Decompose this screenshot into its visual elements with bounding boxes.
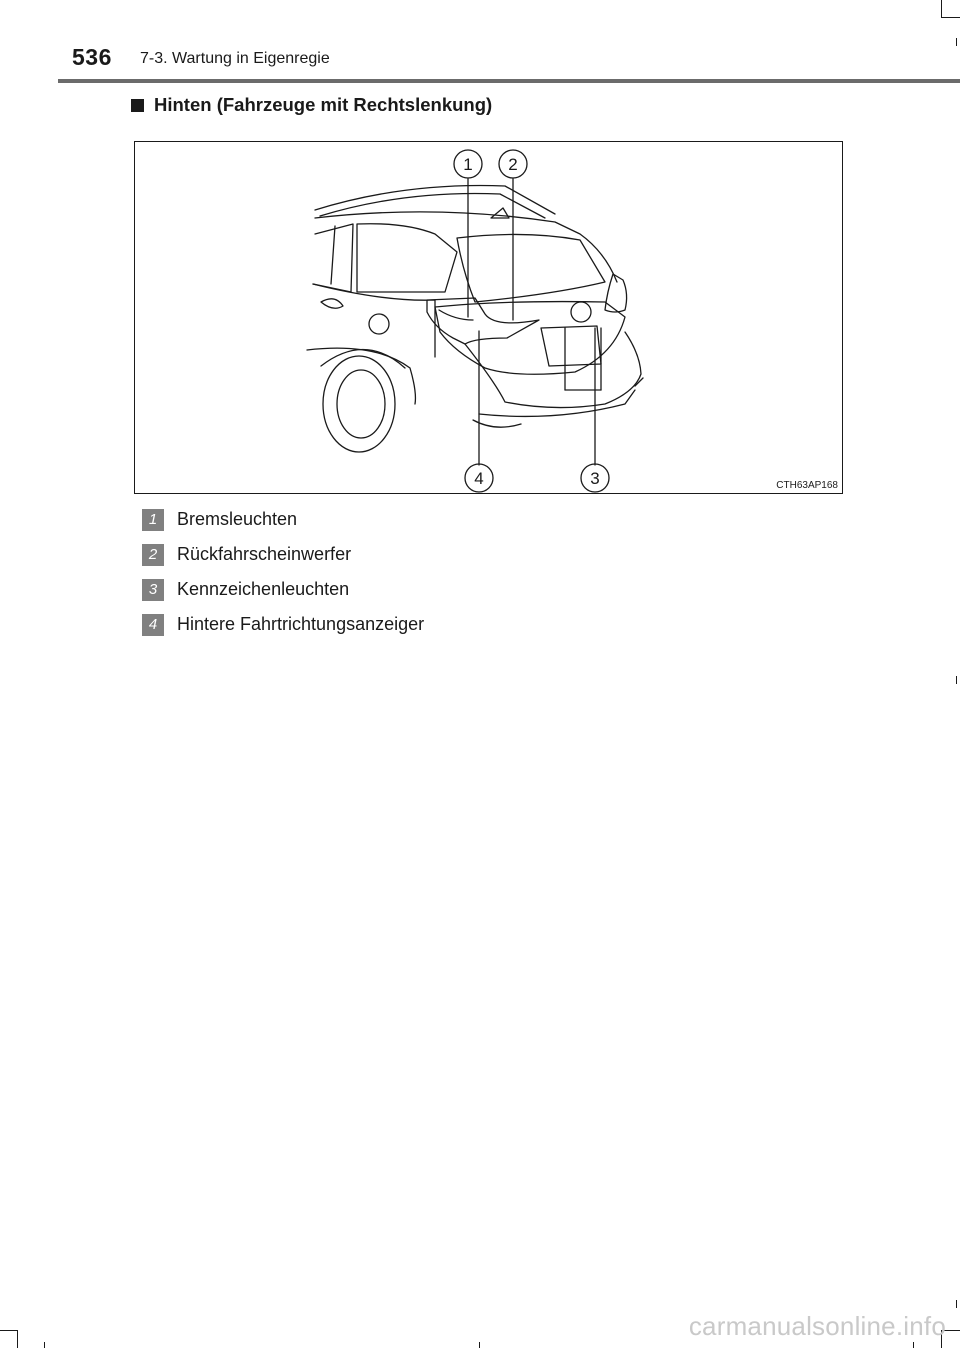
figure-code: CTH63AP168 bbox=[776, 480, 838, 491]
callout-4-label: 4 bbox=[474, 469, 484, 488]
callout-1-label: 1 bbox=[463, 155, 473, 174]
watermark: carmanualsonline.info bbox=[688, 1311, 946, 1341]
section-heading-text: Hinten (Fahrzeuge mit Rechtslenkung) bbox=[154, 94, 493, 115]
square-bullet-icon bbox=[131, 99, 144, 112]
chapter-title: 7-3. Wartung in Eigenregie bbox=[140, 50, 330, 67]
callout-3-label: 3 bbox=[590, 469, 600, 488]
legend-item bbox=[142, 607, 424, 642]
legend-number-badge: 3 bbox=[142, 579, 164, 601]
crop-mark bbox=[956, 1300, 957, 1308]
header-rule bbox=[58, 79, 960, 83]
legend-label: Rückfahrscheinwerfer bbox=[177, 544, 352, 564]
legend-label: Hintere Fahrtrichtungsanzeiger bbox=[177, 614, 425, 634]
legend-number-badge: 1 bbox=[142, 509, 164, 531]
crop-mark bbox=[941, 17, 960, 18]
legend-list bbox=[142, 502, 424, 642]
crop-mark bbox=[17, 1330, 18, 1348]
crop-mark bbox=[479, 1342, 480, 1348]
crop-mark bbox=[913, 1342, 914, 1348]
legend-label: Kennzeichenleuchten bbox=[177, 579, 350, 599]
legend-number-badge: 4 bbox=[142, 614, 164, 636]
legend-item bbox=[142, 502, 424, 537]
crop-mark bbox=[956, 38, 957, 46]
section-heading bbox=[131, 94, 492, 116]
crop-mark bbox=[44, 1342, 45, 1348]
crop-mark bbox=[0, 1330, 18, 1331]
legend-label: Bremsleuchten bbox=[177, 509, 298, 529]
legend-item bbox=[142, 572, 424, 607]
car-rear-drawing bbox=[135, 142, 842, 493]
crop-mark bbox=[941, 0, 942, 18]
crop-mark bbox=[956, 676, 957, 684]
legend-item bbox=[142, 537, 424, 572]
legend-number-badge: 2 bbox=[142, 544, 164, 566]
callout-2-label: 2 bbox=[508, 155, 518, 174]
page-number: 536 bbox=[72, 44, 112, 70]
car-rear-illustration bbox=[134, 141, 843, 494]
